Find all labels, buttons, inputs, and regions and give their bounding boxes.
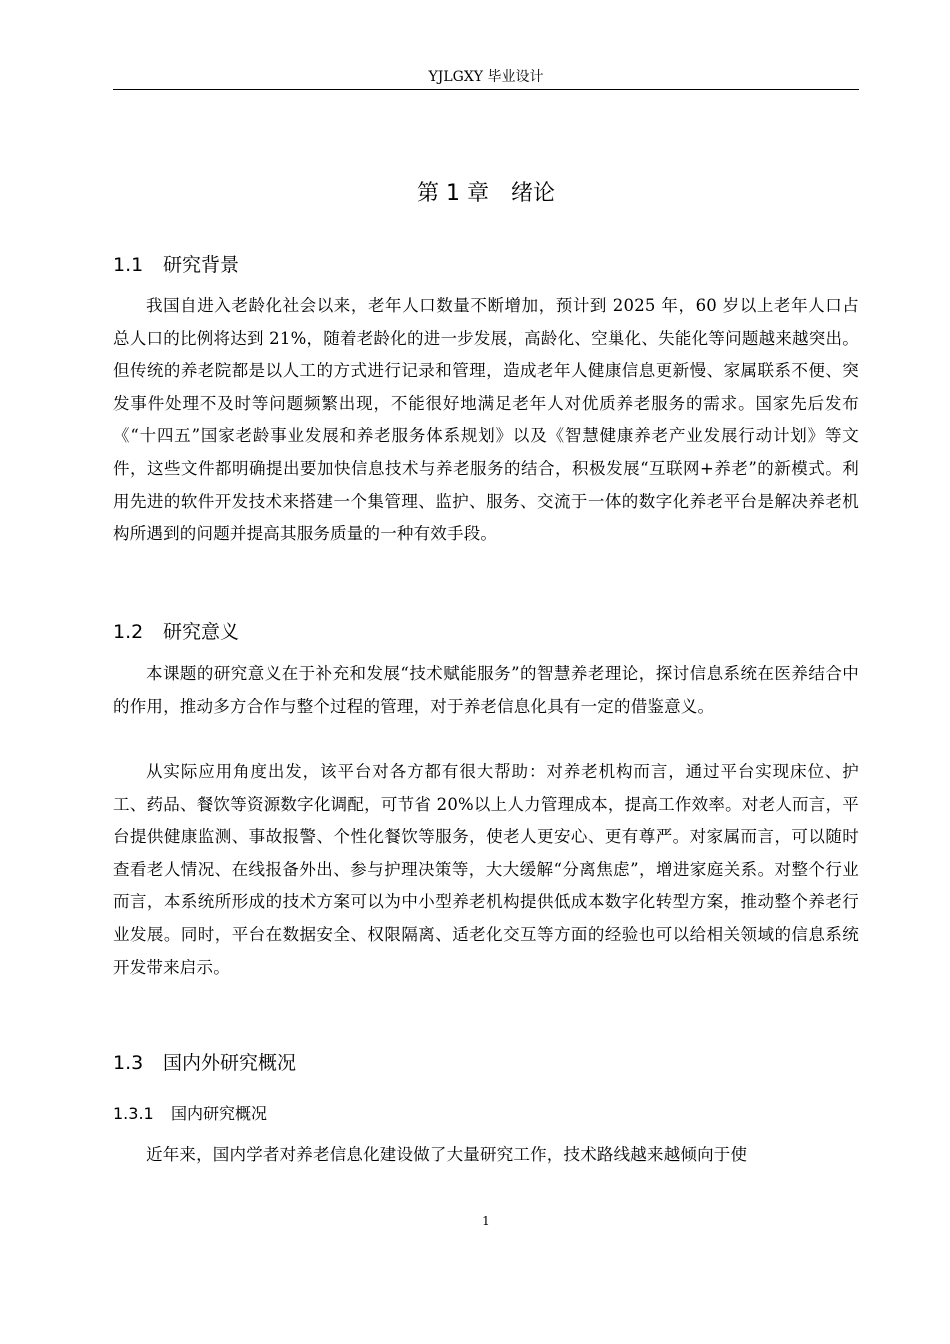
section-title: 研究背景 xyxy=(163,254,240,276)
paragraph: 我国自进入老龄化社会以来，老年人口数量不断增加，预计到 2025 年，60 岁以上老年人口占总人口的比例将达到 21%，随着老龄化的进一步发展，高龄化、空巢化、失能化等问题越来越突出。但传统的养老院都是以人工的方式进行记录和管理，造成老年人健康信息更新慢、家属联系不便、突发事件处理不及时等问题频繁出现，不能很好地满足老年人对优质养老服务的需求。国家先后发布《“十四五”国家老龄事业发展和养老服务体系规划》以及《智慧健康养老产业发展行动计划》等文件，这些文件都明确提出要加快信息技术与养老服务的结合，积极发展“互联网+养老”的新模式。利用先进的软件开发技术来搭建一个集管理、监护、服务、交流于一体的数字化养老平台是解决养老机构所遇到的问题并提高其服务质量的一种有效手段。 xyxy=(113,296,859,544)
subsection-heading-1-3-1 xyxy=(113,1101,859,1127)
paragraph: 本课题的研究意义在于补充和发展“技术赋能服务”的智慧养老理论，探讨信息系统在医养结合中的作用，推动多方合作与整个过程的管理，对于养老信息化具有一定的借鉴意义。 xyxy=(113,664,859,716)
section-heading-1-2 xyxy=(113,617,859,647)
chapter-title: 绪论 xyxy=(510,181,555,206)
paragraph: 从实际应用角度出发，该平台对各方都有很大帮助：对养老机构而言，通过平台实现床位、护工、药品、餐饮等资源数字化调配，可节省 20%以上人力管理成本，提高工作效率。对老人而言，平台提供健康监测、事故报警、个性化餐饮等服务，使老人更安心、更有尊严。对家属而言，可以随时查看老人情况、在线报备外出、参与护理决策等，大大缓解“分离焦虑”，增进家庭关系。对整个行业而言，本系统所形成的技术方案可以为中小型养老机构提供低成本数字化转型方案，推动整个养老行业发展。同时，平台在数据安全、权限隔离、适老化交互等方面的经验也可以给相关领域的信息系统开发带来启示。 xyxy=(113,762,859,977)
header-rule xyxy=(113,89,859,90)
section-title: 国内外研究概况 xyxy=(163,1052,297,1074)
chapter-heading xyxy=(113,176,859,212)
section-heading-1-3 xyxy=(113,1048,859,1078)
section-heading-1-1 xyxy=(113,250,859,280)
section-number: 1.3 xyxy=(113,1052,144,1074)
running-header: YJLGXY 毕业设计 xyxy=(428,69,544,85)
section-number: 1.2 xyxy=(113,621,144,643)
section-title: 研究意义 xyxy=(163,621,240,643)
paragraph: 近年来，国内学者对养老信息化建设做了大量研究工作，技术路线越来越倾向于使 xyxy=(146,1145,748,1164)
subsection-number: 1.3.1 xyxy=(113,1104,154,1123)
section-number: 1.1 xyxy=(113,254,144,276)
subsection-title: 国内研究概况 xyxy=(171,1104,268,1123)
page-number: 1 xyxy=(482,1214,490,1228)
chapter-number: 第 1 章 xyxy=(417,181,489,206)
